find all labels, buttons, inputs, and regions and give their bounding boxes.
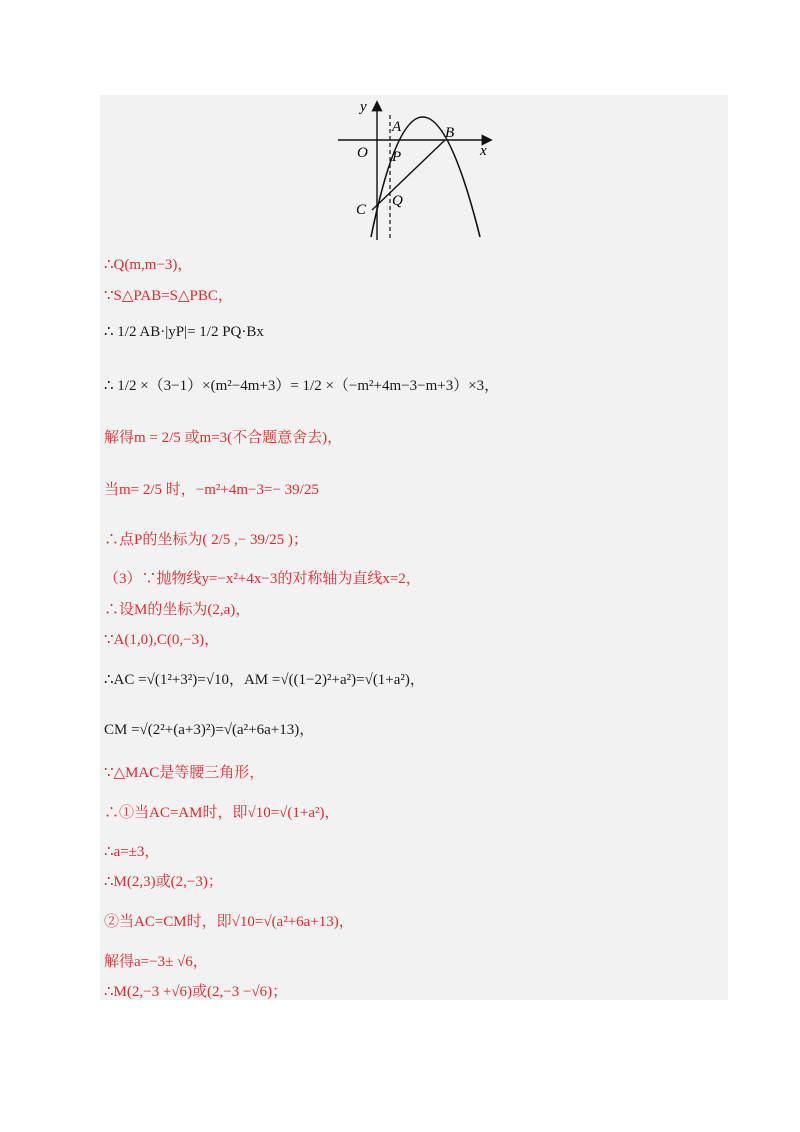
label-a: A [392, 119, 402, 135]
solution-line-4: ∴ 1/2 ×（3−1）×(m²−4m+3）= 1/2 ×（−m²+4m−3−m+3）×3， [104, 378, 500, 394]
line-bc [372, 140, 445, 210]
label-q: Q [392, 193, 403, 209]
solution-line-17: ②当AC=CM时，即√10=√(a²+6a+13)， [104, 914, 354, 930]
solution-line-8: （3）∵抛物线y=−x²+4x−3的对称轴为直线x=2， [104, 571, 421, 587]
parabola-curve [371, 117, 480, 237]
solution-line-9: ∴设M的坐标为(2,a)， [104, 602, 251, 618]
solution-line-11: ∴AC =√(1²+3²)=√10，AM =√((1−2)²+a²)=√(1+a²)， [104, 672, 425, 688]
label-x: x [480, 143, 487, 159]
solution-line-12: CM =√(2²+(a+3)²)=√(a²+6a+13)， [104, 722, 315, 738]
solution-line-18: 解得a=−3± √6， [104, 954, 208, 970]
solution-line-16: ∴M(2,3)或(2,−3)； [104, 874, 223, 890]
label-b: B [445, 125, 455, 141]
label-p: P [392, 149, 402, 165]
solution-line-7: ∴点P的坐标为( 2/5 ,− 39/25 )； [104, 532, 308, 548]
label-c: C [356, 202, 367, 218]
solution-line-5: 解得m = 2/5 或m=3(不合题意舍去)， [104, 430, 343, 446]
solution-line-1: ∴Q(m,m−3)， [104, 257, 193, 273]
solution-line-15: ∴a=±3， [104, 844, 160, 860]
label-o: O [357, 145, 368, 161]
solution-line-3: ∴ 1/2 AB·|yP|= 1/2 PQ·Bx [104, 324, 264, 340]
solution-line-10: ∵A(1,0),C(0,−3)， [104, 632, 220, 648]
solution-line-13: ∵△MAC是等腰三角形， [104, 765, 265, 781]
solution-line-19: ∴M(2,−3 +√6)或(2,−3 −√6)； [104, 984, 288, 1000]
solution-line-14: ∴①当AC=AM时，即√10=√(1+a²)， [104, 805, 340, 821]
solution-line-6: 当m= 2/5 时，−m²+4m−3=− 39/25 [104, 482, 319, 498]
label-y: y [360, 99, 367, 115]
parabola-figure [330, 97, 500, 242]
solution-line-2: ∵S△PAB=S△PBC， [104, 288, 233, 304]
